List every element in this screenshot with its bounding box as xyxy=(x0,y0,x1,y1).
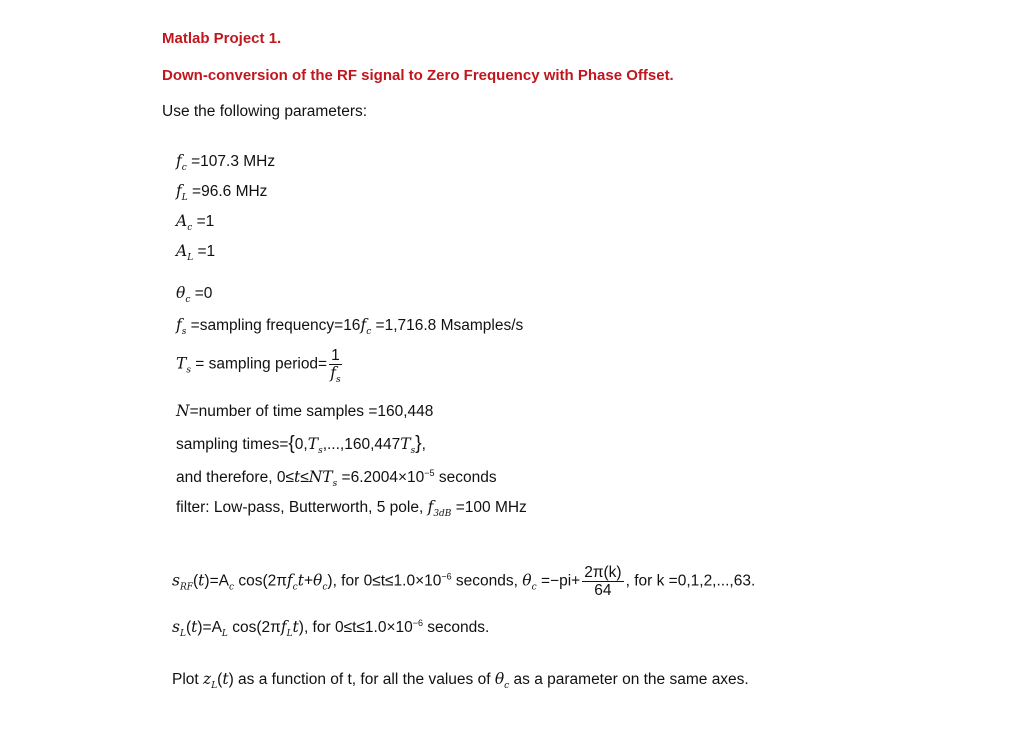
param-sampling-times: sampling $times=\{0,T_s,...,160,447T_s\}$, xyxy=(176,433,426,457)
param-fs-text: =sampling frequency=16 xyxy=(186,317,361,334)
param-fc: $f_c =107.3$ MHz xyxy=(176,152,276,174)
eq-srf-part2: cos(2π xyxy=(234,572,287,590)
param-therefore-unit: seconds xyxy=(434,469,497,486)
eq-srf-part1: =A xyxy=(209,572,229,590)
param-theta-value: =0 xyxy=(194,285,213,302)
param-fs: $f_s$ =sampling $frequency=16f_c =1,716.8$ Msamples/s xyxy=(176,316,524,338)
eq-sl-exp: −6 xyxy=(412,617,423,628)
param-st-value: 0, xyxy=(294,436,308,453)
param-ts: $T_s$ = sampling period= $\frac{1}{f_s}$ xyxy=(176,347,341,386)
param-al-value: =1 xyxy=(197,243,216,260)
param-therefore-exp: −5 xyxy=(424,467,435,478)
param-n-text: =number of time samples =160,448 xyxy=(189,403,434,420)
equation-sl: $s_L(t)=A_L$ $\cos(2\pi f_Lt)$, for $0\le t\le 1.0\times 10^{-6}$ seconds. xyxy=(172,617,490,640)
param-filter-value: =100 MHz xyxy=(451,499,527,516)
eq-sl-tail: seconds. xyxy=(423,619,490,636)
param-therefore-text: and therefore, 0≤ xyxy=(176,469,294,486)
eq-sl-part2: cos(2π xyxy=(227,619,281,636)
param-filter-text: filter: Low-pass, Butterworth, 5 pole, xyxy=(176,499,428,516)
param-fc-value: =107.3 MHz xyxy=(191,153,276,170)
eq-srf-part4: seconds, xyxy=(451,572,523,590)
equation-srf: $s_{RF}(t)=A_c$ $\cos(2\pi f_ct+\theta_c)$, for $0\le t\le 1.0\times 10^{-6}$ seconds, $\theta_c =-pi+$ $\frac{2\pi(k)}{64}$ , for k =0,1,2,...,63. xyxy=(172,564,756,599)
eq-srf-tail: , for k =0,1,2,...,63. xyxy=(625,572,756,590)
plot-instruction-mid: as a function of t, for all the values of xyxy=(233,671,495,688)
param-fl-value: =96.6 MHz xyxy=(192,183,268,200)
param-ts-text: = sampling period= xyxy=(190,355,328,373)
param-st-value2: ,...,160,447 xyxy=(322,436,401,453)
eq-srf-part3: ), for 0≤t≤1.0×10 xyxy=(327,572,442,590)
page-title: Matlab Project 1. xyxy=(162,30,282,47)
plot-instruction: Plot $z_L(t)$ as a function of t, for all the values of $\theta_c$ as a parameter on the same axes. xyxy=(172,670,749,692)
intro-text: Use the following parameters: xyxy=(162,103,368,120)
eq-srf-theta: =−pi+ xyxy=(536,572,581,590)
param-n: N=number of time samples =160,448 xyxy=(176,402,434,420)
param-therefore: and therefore, $0\le t\le NT_s =6.2004\times 10^{-5}$ seconds xyxy=(176,467,497,490)
param-fs-value: =1,716.8 Msamples/s xyxy=(371,317,524,334)
param-ac-value: =1 xyxy=(196,213,215,230)
param-theta: $\theta_c =0$ xyxy=(176,284,213,306)
param-al: $A_L =1$ xyxy=(176,242,216,264)
eq-sl-part3: ), for 0≤t≤1.0×10 xyxy=(298,619,413,636)
eq-srf-exp: −6 xyxy=(441,571,452,582)
param-filter: filter: Low-pass, Butterworth, 5 pole, $f_{3dB} =100$ MHz xyxy=(176,498,527,520)
param-ac: $A_c =1$ xyxy=(176,212,215,234)
eq-srf-numerator: 2π(k) xyxy=(584,564,622,581)
eq-srf-denominator: 64 xyxy=(594,582,612,599)
plot-instruction-pre: Plot xyxy=(172,671,204,688)
page-subtitle: Down-conversion of the RF signal to Zero Frequency with Phase Offset. xyxy=(162,67,674,84)
eq-sl-part1: =A xyxy=(202,619,222,636)
param-fl: $f_L =96.6$ MHz xyxy=(176,182,268,204)
param-therefore-value: =6.2004×10 xyxy=(337,469,425,486)
param-st-text: sampling times= xyxy=(176,436,289,453)
plot-instruction-post: as a parameter on the same axes. xyxy=(509,671,749,688)
